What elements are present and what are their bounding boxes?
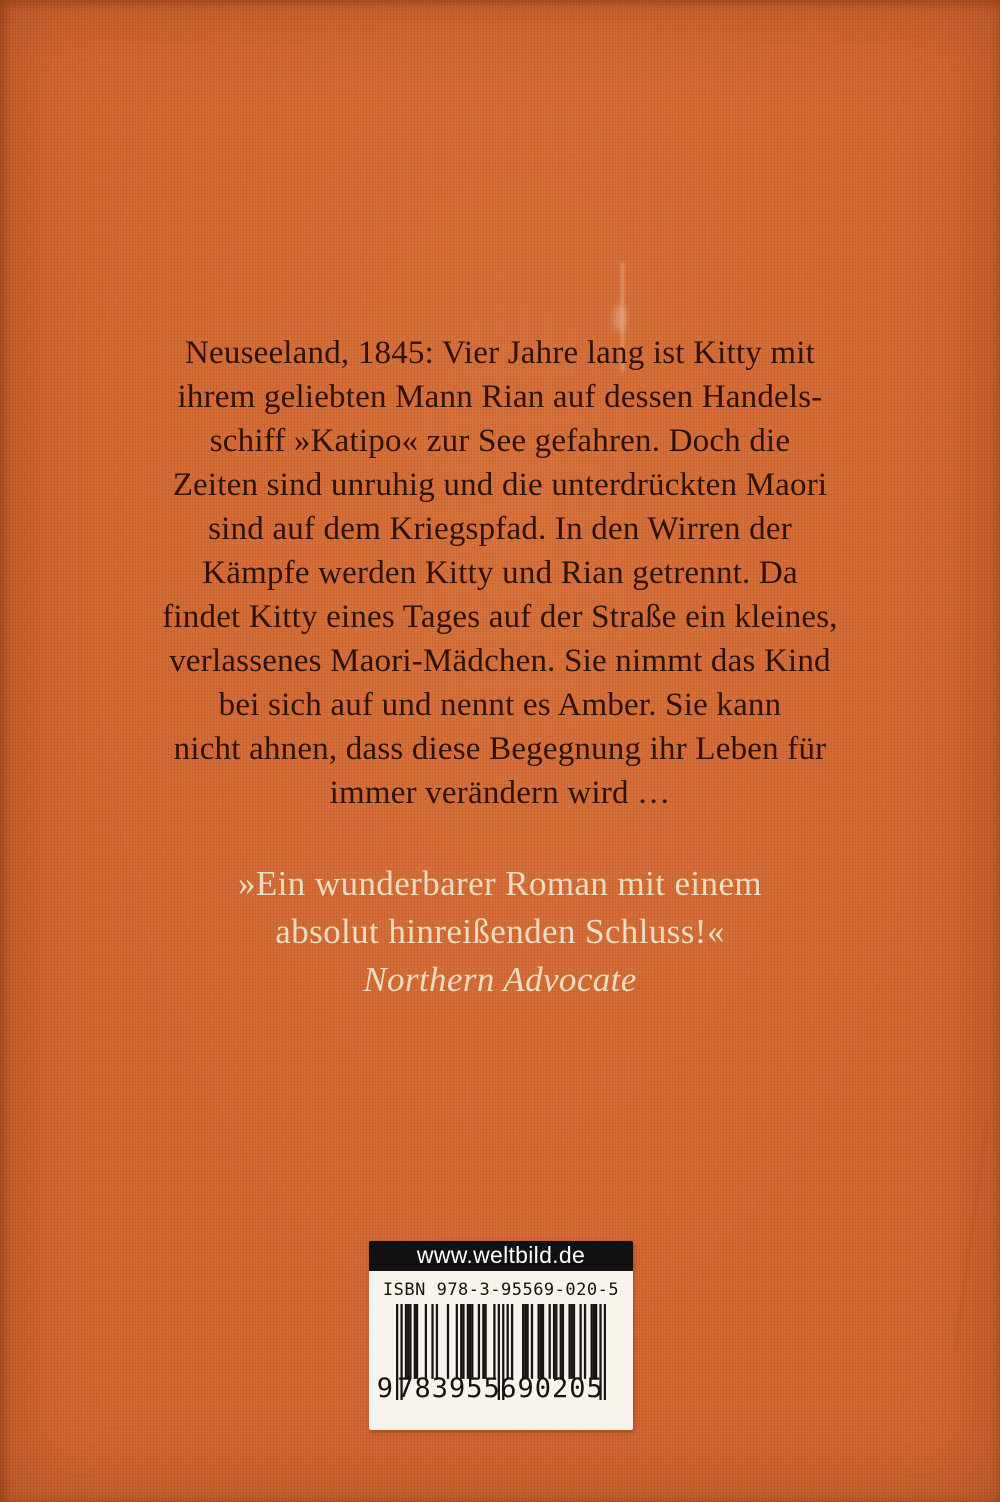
publisher-label: [369, 1241, 633, 1430]
publisher-website: www.weltbild.de: [416, 1242, 586, 1268]
barcode-card: [369, 1271, 633, 1430]
cover-smudge-mark: [613, 305, 627, 331]
review-quote: [60, 860, 940, 1004]
blurb: [60, 331, 940, 815]
blurb-line: schiff »Katipo« zur See gefahren. Doch die: [209, 423, 791, 459]
blurb-line: Kämpfe werden Kitty und Rian getrennt. Da: [202, 555, 798, 591]
cover-crease-shadow: [954, 1123, 988, 1351]
blurb-line: verlassenes Maori-Mädchen. Sie nimmt das Kind: [169, 643, 831, 679]
quote-attribution: Northern Advocate: [363, 960, 637, 999]
blurb-line: bei sich auf und nennt es Amber. Sie kann: [218, 687, 782, 723]
blurb-line: Zeiten sind unruhig und die unterdrückten Maori: [172, 467, 828, 503]
isbn-text: ISBN 978-3-95569-020-5: [382, 1280, 620, 1300]
blurb-line: ihrem geliebten Mann Rian auf dessen Handels-: [177, 379, 823, 415]
blurb-line: sind auf dem Kriegspfad. In den Wirren der: [208, 511, 792, 547]
publisher-website-bar: [369, 1241, 633, 1271]
barcode-digits-left: 783955: [397, 1373, 501, 1404]
barcode-digit-first: 9: [376, 1373, 393, 1404]
blurb-line: immer verändern wird …: [329, 775, 671, 811]
blurb-line: findet Kitty eines Tages auf der Straße ein kleines,: [162, 599, 838, 635]
blurb-line: nicht ahnen, dass diese Begegnung ihr Leben für: [173, 731, 827, 767]
barcode-digits-right: 690205: [500, 1373, 604, 1404]
barcode: [369, 1304, 633, 1430]
quote-line: »Ein wunderbarer Roman mit einem: [237, 864, 763, 903]
blurb-line: Neuseeland, 1845: Vier Jahre lang ist Kitty mit: [184, 335, 816, 371]
quote-line: absolut hinreißenden Schluss!«: [275, 912, 725, 951]
